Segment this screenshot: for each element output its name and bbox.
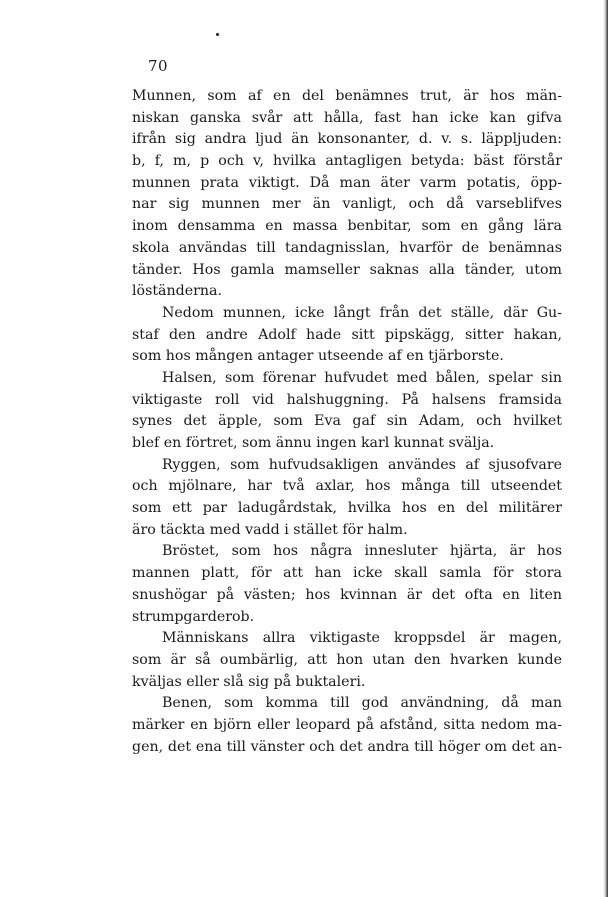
text-line: löständerna. bbox=[132, 283, 223, 300]
text-line: ifrån sig andra ljud än konsonanter, d. v. s. läppljuden: bbox=[132, 131, 562, 148]
text-line: skola användas till tandagnisslan, hvarför de benämnas bbox=[132, 239, 562, 256]
text-line: nar sig munnen mer än vanligt, och då varseblifves bbox=[132, 196, 562, 213]
text-line: Nedom munnen, icke långt från det ställe, där Gu- bbox=[162, 304, 562, 321]
text-line: synes det äpple, som Eva gaf sin Adam, och hvilket bbox=[132, 413, 562, 430]
text-line: som är så oumbärlig, att hon utan den hvarken kunde bbox=[132, 651, 562, 668]
text-line: och mjölnare, har två axlar, hos många till utseendet bbox=[132, 478, 562, 495]
print-speck bbox=[216, 33, 219, 36]
text-line: strumpgarderob. bbox=[132, 608, 255, 625]
text-line: mannen platt, för att han icke skall samla för stora bbox=[132, 565, 562, 582]
page-number: 70 bbox=[148, 57, 169, 75]
text-line: äro täckta med vadd i stället för halm. bbox=[132, 521, 408, 538]
text-line: gen, det ena till vänster och det andra till höger om det an- bbox=[132, 738, 562, 755]
text-line: snushögar på västen; hos kvinnan är det ofta en liten bbox=[132, 586, 562, 603]
text-line: niskan ganska svår att hålla, fast han icke kan gifva bbox=[132, 109, 562, 126]
text-line: märker en björn eller leopard på afstånd, sitta nedom ma- bbox=[132, 716, 562, 733]
text-line: Benen, som komma till god användning, då man bbox=[162, 695, 562, 712]
text-line: blef en förtret, som ännu ingen karl kunnat svälja. bbox=[132, 435, 495, 451]
page-edge-shadow bbox=[603, 0, 608, 897]
text-line: Ryggen, som hufvudsakligen användes af sjusofvare bbox=[162, 456, 562, 473]
text-line: viktigaste roll vid halshuggning. På halsens framsida bbox=[132, 391, 562, 408]
text-line: munnen prata viktigt. Då man äter varm potatis, öpp- bbox=[132, 174, 562, 191]
text-line: tänder. Hos gamla mamseller saknas alla tänder, utom bbox=[132, 261, 562, 278]
text-line: staf den andre Adolf hade sitt pipskägg, sitter hakan, bbox=[132, 326, 562, 343]
text-line: Bröstet, som hos några innesluter hjärta, är hos bbox=[162, 543, 562, 560]
text-line: Människans allra viktigaste kroppsdel är magen, bbox=[162, 630, 562, 647]
text-line: Munnen, som af en del benämnes trut, är hos män- bbox=[132, 88, 562, 104]
text-line: inom densamma en massa benbitar, som en gång lära bbox=[132, 218, 562, 235]
body-text bbox=[132, 86, 562, 758]
text-line: som ett par ladugårdstak, hvilka hos en del militärer bbox=[132, 500, 562, 517]
text-line: b, f, m, p och v, hvilka antagligen betyda: bäst förstår bbox=[132, 153, 562, 170]
text-line: Halsen, som förenar hufvudet med bålen, spelar sin bbox=[162, 369, 562, 386]
text-line: kväljas eller slå sig på buktaleri. bbox=[132, 673, 366, 690]
text-line: som hos mången antager utseende af en tjärborste. bbox=[132, 348, 504, 365]
